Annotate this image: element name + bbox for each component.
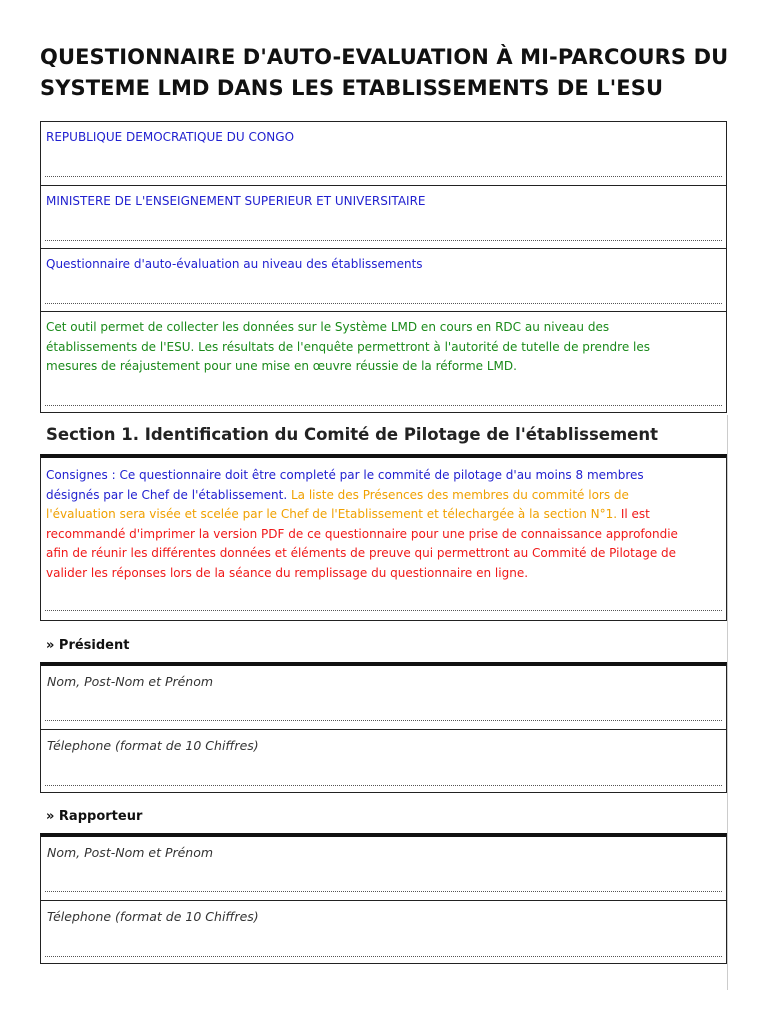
- president-name-row: [41, 666, 726, 729]
- header-row-questionnaire: [41, 248, 726, 311]
- president-phone-input[interactable]: [45, 785, 722, 786]
- rapporteur-name-input[interactable]: [45, 891, 722, 892]
- instructions-orange: La liste des Présences des membres du commité lors de l'évaluation sera visée et scelée par le Chef de l'Etablissement et télechargée à la section N°1.: [46, 487, 629, 521]
- header-row-country: [41, 122, 726, 185]
- ministry-answer-line[interactable]: [45, 240, 722, 241]
- instructions-box: [40, 454, 727, 621]
- ministry-text: MINISTERE DE L'ENSEIGNEMENT SUPERIEUR ET UNIVERSITAIRE: [46, 194, 426, 208]
- instructions-blue: Consignes : Ce questionnaire doit être completé par le commité de pilotage d'au moins 8 membres désignés par le Chef de l'établissement.: [46, 468, 644, 502]
- description-text: Cet outil permet de collecter les données sur le Système LMD en cours en RDC au niveau des établissements de l'ESU. Les résultats de l'enquête permettront à l'autorité de tutelle de prendre les mesures de réajustement pour une mise en œuvre réussie de la réforme LMD.: [46, 320, 651, 373]
- president-name-label: Nom, Post-Nom et Prénom: [47, 674, 214, 689]
- instructions-answer-line[interactable]: [45, 610, 722, 611]
- questionnaire-answer-line[interactable]: [45, 303, 722, 304]
- description-answer-line[interactable]: [45, 405, 722, 406]
- president-name-input[interactable]: [45, 720, 722, 721]
- page-right-edge-divider: [727, 415, 728, 990]
- president-phone-label: Télephone (format de 10 Chiffres): [47, 738, 259, 753]
- rapporteur-name-row: [41, 837, 726, 900]
- instructions-red: Il est recommandé d'imprimer la version PDF de ce questionnaire pour une prise de connaissance approfondie afin de réunir les différentes données et éléments de preuve qui permettront au Commité de Pilotage de valider les réponses lors de la séance du remplissage du questionnaire en ligne.: [46, 507, 678, 580]
- rapporteur-phone-input[interactable]: [45, 956, 722, 957]
- header-row-ministry: [41, 185, 726, 248]
- president-label: » Président: [46, 638, 130, 653]
- president-box: [40, 662, 727, 793]
- rapporteur-phone-label: Télephone (format de 10 Chiffres): [47, 909, 259, 924]
- rapporteur-box: [40, 833, 727, 964]
- country-text: REPUBLIQUE DEMOCRATIQUE DU CONGO: [46, 130, 295, 144]
- president-phone-row: [41, 729, 726, 793]
- instructions-text: [46, 466, 692, 583]
- rapporteur-name-label: Nom, Post-Nom et Prénom: [47, 845, 214, 860]
- questionnaire-text: Questionnaire d'auto-évaluation au niveau des établissements: [46, 257, 423, 271]
- section-1-title: Section 1. Identification du Comité de Pilotage de l'établissement: [46, 425, 658, 444]
- header-row-description: [41, 311, 726, 413]
- rapporteur-label: » Rapporteur: [46, 809, 143, 824]
- header-info-box: [40, 121, 727, 413]
- page-title: QUESTIONNAIRE D'AUTO-EVALUATION À MI-PARCOURS DU SYSTEME LMD DANS LES ETABLISSEMENTS DE L'ESU: [40, 45, 729, 100]
- country-answer-line[interactable]: [45, 176, 722, 177]
- rapporteur-phone-row: [41, 900, 726, 964]
